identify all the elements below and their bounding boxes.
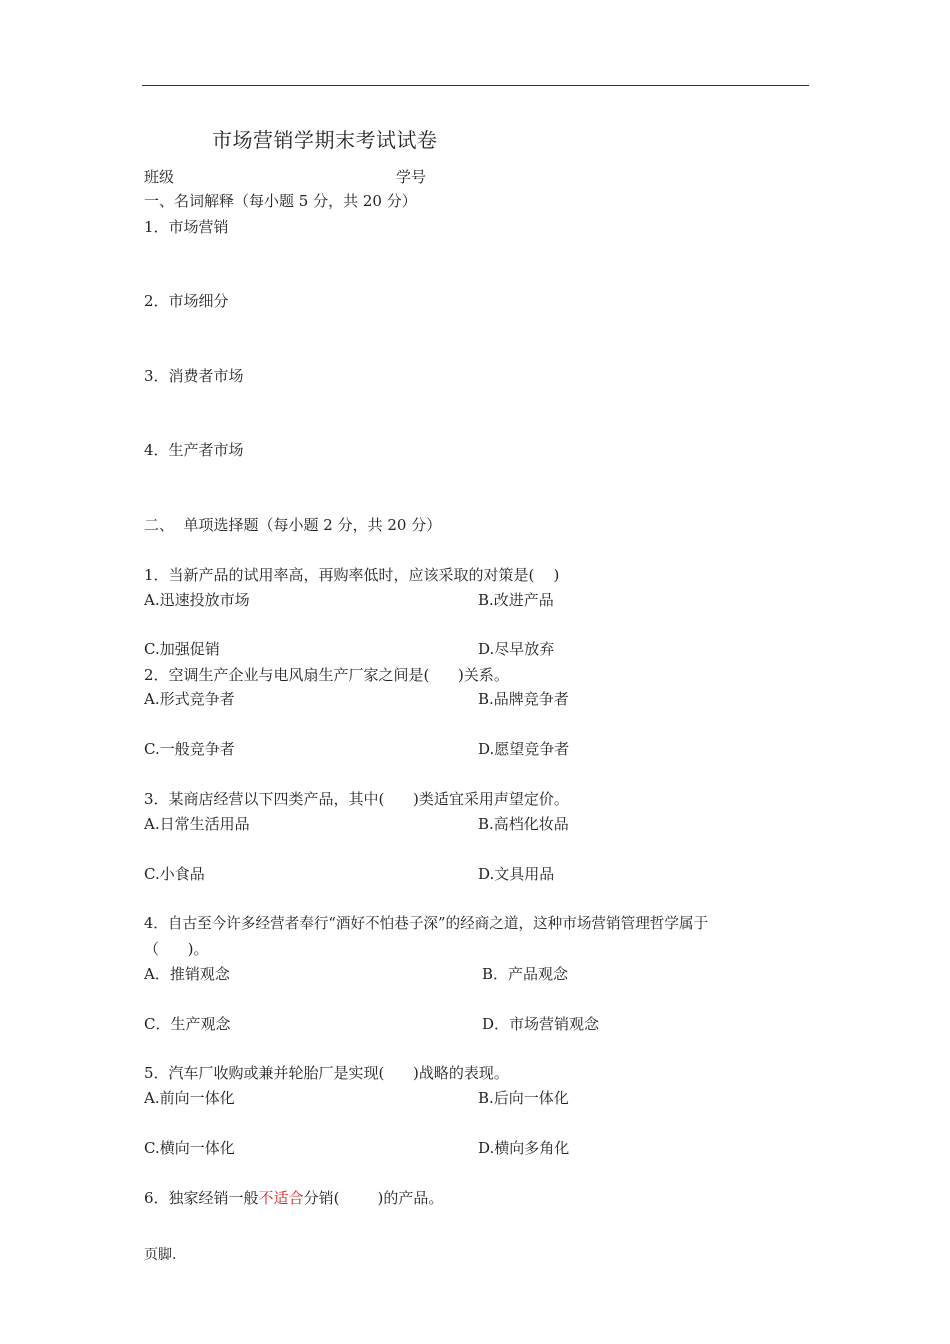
student-id-label: 学号 [396,168,427,186]
question-stem: 3．某商店经营以下四类产品，其中( )类适宜采用声望定价。 [144,790,569,808]
option-d: D．市场营销观念 [482,1015,600,1033]
header-rule [142,85,809,86]
section2-heading: 二、 单项选择题（每小题 2 分，共 20 分） [144,516,442,534]
option-a: A.日常生活用品 [144,815,250,833]
page-footer: 页脚. [144,1247,177,1263]
term-item: 3．消费者市场 [144,367,244,385]
option-c: C.加强促销 [144,640,220,658]
option-c: C.横向一体化 [144,1139,235,1157]
question-stem [144,1188,443,1208]
question-stem: 2．空调生产企业与电风扇生产厂家之间是( )关系。 [144,666,509,684]
question-stem: 5．汽车厂收购或兼并轮胎厂是实现( )战略的表现。 [144,1064,509,1082]
option-b: B.高档化妆品 [478,815,569,833]
question-stem-after: 分销( )的产品。 [303,1189,444,1207]
option-a: A．推销观念 [144,965,230,983]
term-item: 4．生产者市场 [144,441,244,459]
question-stem-before: 6．独家经销一般 [144,1189,259,1207]
option-b: B.后向一体化 [478,1089,569,1107]
term-item: 2．市场细分 [144,292,229,310]
option-d: D.横向多角化 [478,1139,570,1157]
page-title: 市场营销学期末考试试卷 [212,128,438,152]
option-d: D.愿望竞争者 [478,740,570,758]
option-c: C.一般竞争者 [144,740,235,758]
question-stem: 1．当新产品的试用率高，再购率低时，应该采取的对策是( ) [144,566,560,584]
option-b: B．产品观念 [482,965,569,983]
question-stem-line2: （ )。 [144,940,209,958]
option-a: A.前向一体化 [144,1089,235,1107]
option-d: D.尽早放弃 [478,640,555,658]
option-a: A.迅速投放市场 [144,591,250,609]
option-b: B.品牌竞争者 [478,690,569,708]
option-c: C．生产观念 [144,1015,231,1033]
option-d: D.文具用品 [478,865,555,883]
section1-heading: 一、名词解释（每小题 5 分，共 20 分） [144,192,417,210]
option-c: C.小食品 [144,865,205,883]
class-label: 班级 [144,168,175,186]
highlighted-text: 不适合 [258,1189,304,1207]
question-stem-line1: 4．自古至今许多经营者奉行“酒好不怕巷子深”的经商之道，这种市场营销管理哲学属于 [144,915,709,932]
option-a: A.形式竞争者 [144,690,235,708]
term-item: 1．市场营销 [144,218,229,236]
option-b: B.改进产品 [478,591,554,609]
